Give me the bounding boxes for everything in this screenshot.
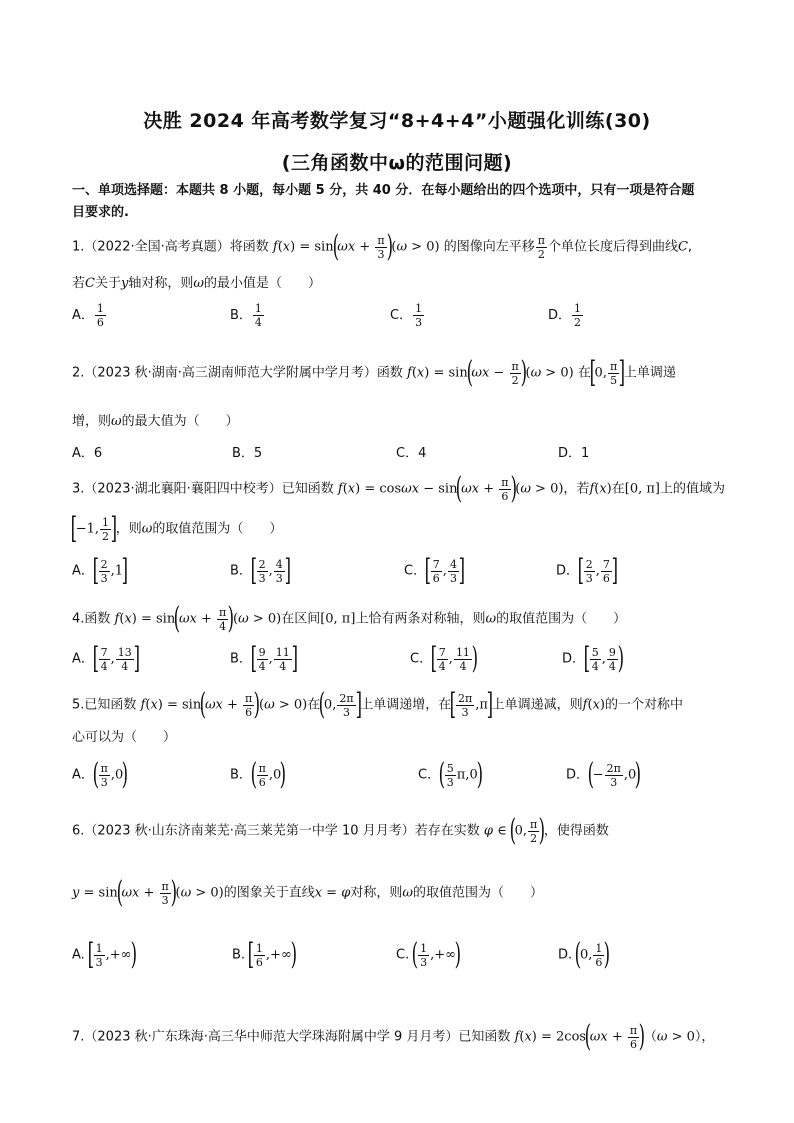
- q1-option-d[interactable]: D． $\frac{1}{2}$: [548, 302, 582, 329]
- question-2: 2.（2023 秋·湖南·高三湖南师范大学附属中学月考）函数 f(x) = sin(ωx − $\frac{\pi}{2}$ )(ω > 0) 在[0, $\frac{\pi}{5}$ ]上单调递: [72, 355, 676, 390]
- q6-option-c[interactable]: C. ( $\frac{1}{3}$ ,+∞): [396, 937, 462, 972]
- q6-option-d[interactable]: D. (0, $\frac{1}{6}$ ): [558, 937, 611, 972]
- question-5-line-2: 心可以为（ ）: [72, 730, 177, 745]
- q1-option-a[interactable]: A． $\frac{1}{6}$: [72, 302, 104, 329]
- question-4: 4.函数 f(x) = sin(ωx + $\frac{\pi}{4}$ )(ω > 0)在区间[0, π]上恰有两条对称轴，则ω的取值范围为（ ）: [72, 601, 627, 636]
- question-6-line-2: y = sin(ωx + $\frac{\pi}{3}$ )(ω > 0)的图象关于直线x = φ对称，则ω的取值范围为（ ）: [72, 875, 543, 910]
- q3-option-b[interactable]: B．[ $\frac{2}{3}$ , $\frac{4}{3}$ ]: [230, 553, 291, 588]
- q2-option-a[interactable]: A．6: [72, 446, 103, 461]
- q3-option-d[interactable]: D．[ $\frac{2}{3}$ , $\frac{7}{6}$ ]: [556, 553, 618, 588]
- question-1-line-2: 若C关于y轴对称，则ω的最小值是（ ）: [72, 276, 321, 291]
- question-5: 5.已知函数 f(x) = sin(ωx + $\frac{\pi}{6}$ )(ω > 0)在(0, $\frac{2\pi}{3}$ ]上单调递增，在[ $\frac{2\pi}{3}$ ,π]上单调递减，则f(x)的一个对称中: [72, 687, 683, 722]
- question-1: 1.（2022·全国·高考真题）将函数 f(x) = sin(ωx + $\frac{\pi}{3}$ )(ω > 0) 的图像向左平移 $\frac{\pi}{2}$ 个单位长度后得到曲线C,: [72, 229, 693, 264]
- q5-option-c[interactable]: C．( $\frac{5}{3}$ π,0): [418, 757, 483, 792]
- q6-option-a[interactable]: A. [ $\frac{1}{3}$ ,+∞): [72, 937, 137, 972]
- question-2-line-2: 增，则ω的最大值为（ ）: [72, 414, 239, 429]
- document-title: 决胜 2024 年高考数学复习“8+4+4”小题强化训练(30): [143, 110, 651, 132]
- question-6: 6.（2023 秋·山东济南莱芜·高三莱芜第一中学 10 月月考）若存在实数 φ ∈ (0, $\frac{\pi}{2}$ )，使得函数: [72, 813, 609, 848]
- question-3: 3.（2023·湖北襄阳·襄阳四中校考）已知函数 f(x) = cosωx − sin(ωx + $\frac{\pi}{6}$ )(ω > 0)，若f(x)在[0, π]上的值域为: [72, 471, 726, 506]
- q2-option-d[interactable]: D．1: [558, 446, 590, 461]
- q3-option-c[interactable]: C．[ $\frac{7}{6}$ , $\frac{4}{3}$ ]: [404, 553, 466, 588]
- section-heading: 一、单项选择题：本题共 8 小题，每小题 5 分，共 40 分．在每小题给出的四个选项中，只有一项是符合题 目要求的.: [72, 183, 695, 220]
- q5-option-d[interactable]: D．(− $\frac{2\pi}{3}$ ,0): [566, 757, 642, 792]
- q3-option-a[interactable]: A．[ $\frac{2}{3}$ ,1]: [72, 553, 129, 588]
- q6-option-b[interactable]: B. [ $\frac{1}{6}$ ,+∞): [232, 937, 297, 972]
- question-7: 7.（2023 秋·广东珠海·高三华中师范大学珠海附属中学 9 月月考）已知函数 f(x) = 2cos(ωx + $\frac{\pi}{6}$ )（ω > 0），: [72, 1019, 715, 1054]
- document-subtitle: (三角函数中ω的范围问题): [281, 152, 513, 174]
- q4-option-d[interactable]: D．[ $\frac{5}{4}$ , $\frac{9}{4}$ ): [562, 641, 624, 676]
- q2-option-c[interactable]: C．4: [396, 446, 427, 461]
- q1-option-b[interactable]: B． $\frac{1}{4}$: [230, 302, 262, 329]
- question-3-line-2: [−1, $\frac{1}{2}$ ]，则ω的取值范围为（ ）: [70, 511, 283, 546]
- q5-option-b[interactable]: B．( $\frac{\pi}{6}$ ,0): [230, 757, 287, 792]
- q2-option-b[interactable]: B．5: [232, 446, 263, 461]
- q5-option-a[interactable]: A．( $\frac{\pi}{3}$ ,0): [72, 757, 129, 792]
- q4-option-a[interactable]: A．[ $\frac{7}{4}$ , $\frac{13}{4}$ ]: [72, 641, 140, 676]
- q4-option-b[interactable]: B．[ $\frac{9}{4}$ , $\frac{11}{4}$ ]: [230, 641, 298, 676]
- q1-option-c[interactable]: C． $\frac{1}{3}$: [390, 302, 423, 329]
- q4-option-c[interactable]: C．[ $\frac{7}{4}$ , $\frac{11}{4}$ ): [410, 641, 479, 676]
